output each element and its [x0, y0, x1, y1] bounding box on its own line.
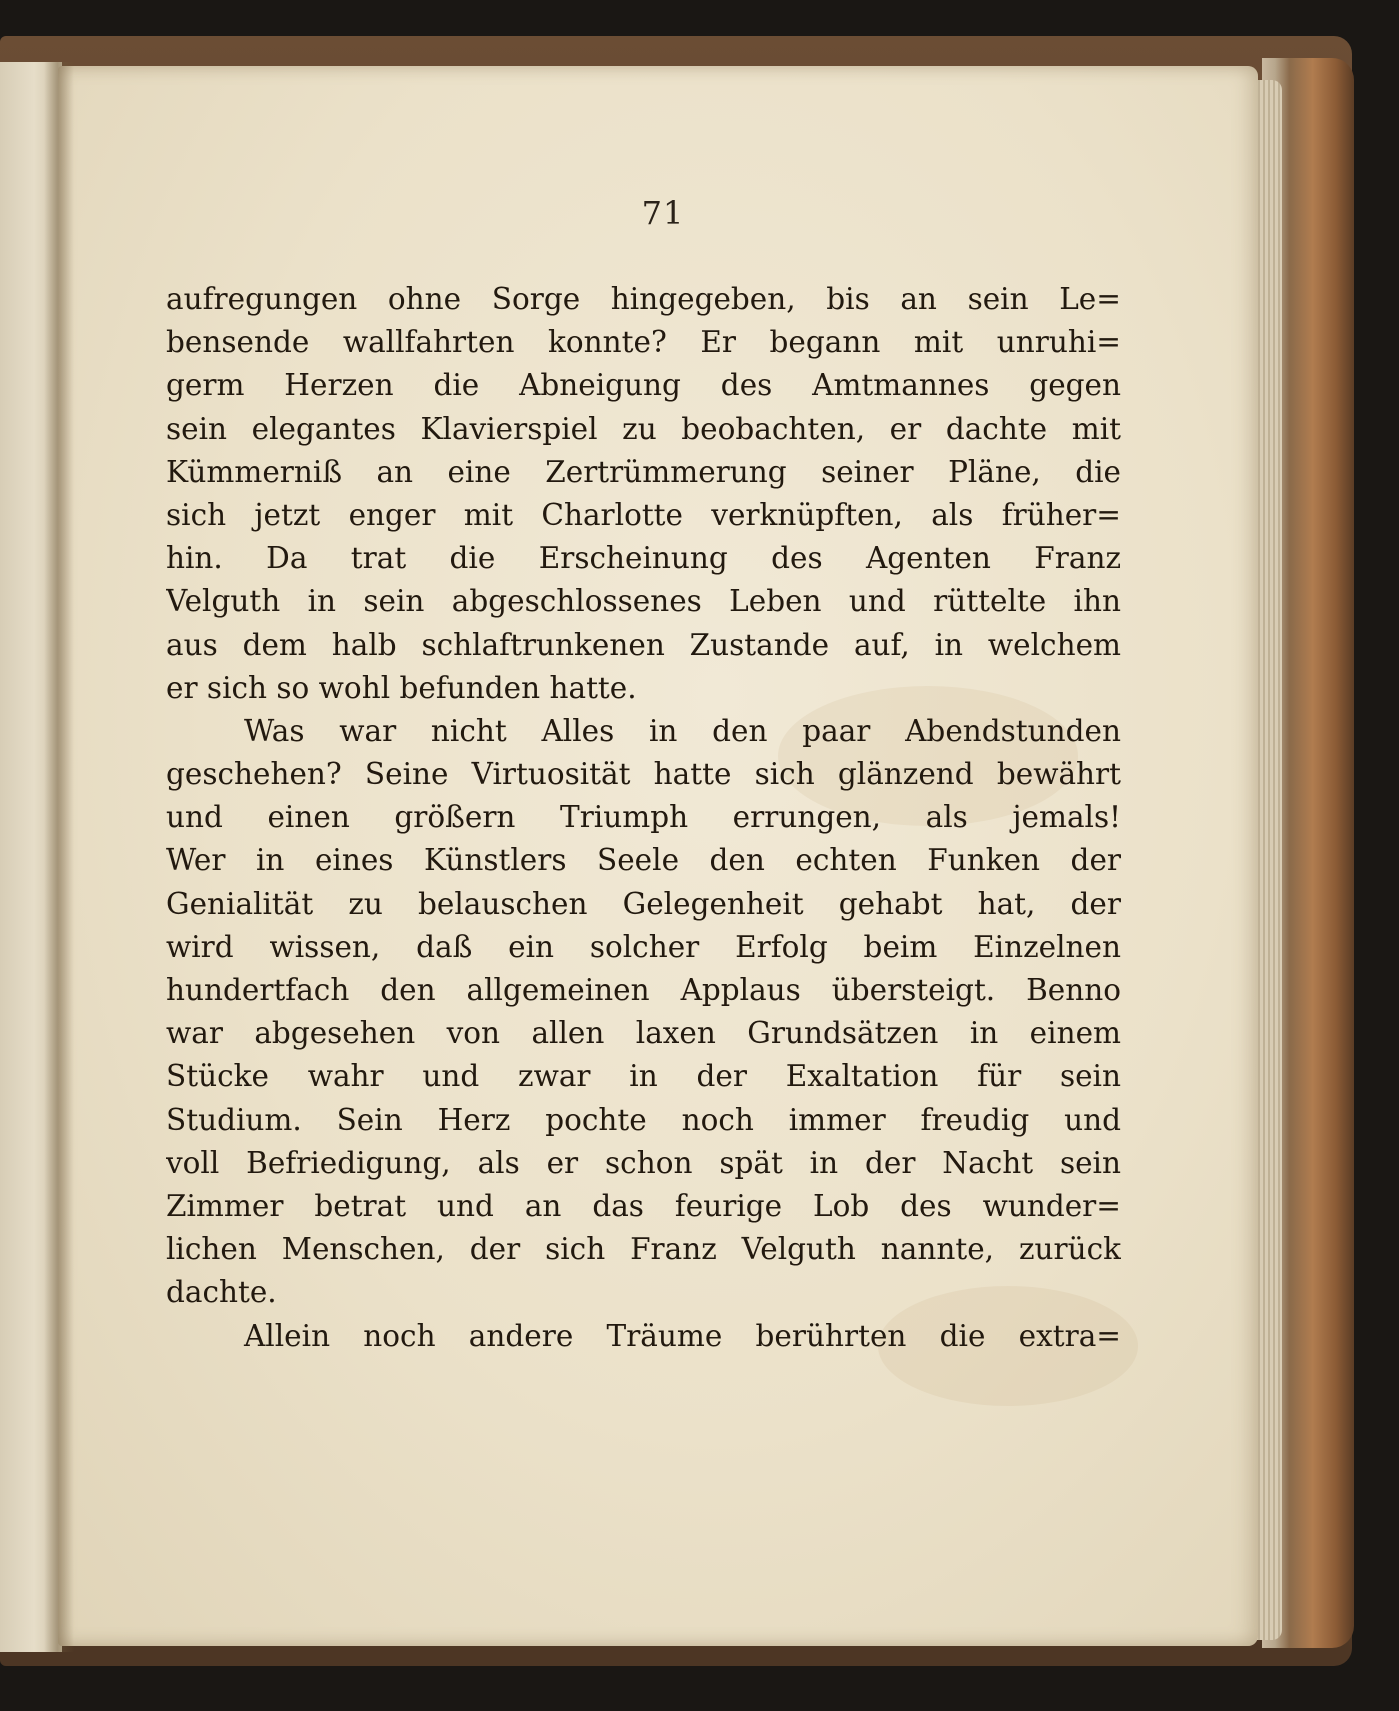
text-line: sein elegantes Klavierspiel zu beobachten, er dachte mit [166, 411, 1121, 446]
text-line: geschehen? Seine Virtuosität hatte sich glänzend bewährt [166, 757, 1121, 792]
text-line: hin. Da trat die Erscheinung des Agenten Franz [166, 541, 1121, 576]
text-line: wird wissen, daß ein solcher Erfolg beim Einzelnen [166, 929, 1121, 964]
text-line: Stücke wahr und zwar in der Exaltation für sein [166, 1059, 1121, 1094]
text-line: dachte. [166, 1275, 277, 1310]
book-gutter [44, 62, 74, 1652]
book-page [58, 66, 1258, 1646]
text-line: Genialität zu belauschen Gelegenheit gehabt hat, der [166, 886, 1121, 921]
text-line: voll Befriedigung, als er schon spät in der Nacht sein [166, 1145, 1121, 1180]
text-line: lichen Menschen, der sich Franz Velguth nannte, zurück [166, 1232, 1121, 1267]
text-line: war abgesehen von allen laxen Grundsätzen in einem [166, 1016, 1121, 1051]
text-line: Was war nicht Alles in den paar Abendstunden [244, 713, 1121, 748]
text-line: Velguth in sein abgeschlossenes Leben und rüttelte ihn [166, 584, 1121, 619]
text-line: germ Herzen die Abneigung des Amtmannes gegen [166, 368, 1121, 403]
text-line: bensende wallfahrten konnte? Er begann mit unruhi= [166, 325, 1121, 360]
text-line: aufregungen ohne Sorge hingegeben, bis an sein Le= [166, 282, 1121, 316]
text-line: hundertfach den allgemeinen Applaus übersteigt. Benno [166, 973, 1121, 1007]
text-line: und einen größern Triumph errungen, als jemals! [166, 800, 1121, 835]
text-line: er sich so wohl befunden hatte. [166, 670, 637, 705]
text-line: aus dem halb schlaftrunkenen Zustande auf, in welchem [166, 627, 1121, 662]
text-line: sich jetzt enger mit Charlotte verknüpften, als früher= [166, 497, 1121, 532]
text-line: Zimmer betrat und an das feurige Lob des wunder= [166, 1188, 1121, 1223]
text-line: Studium. Sein Herz pochte noch immer freudig und [166, 1102, 1121, 1137]
body-text [166, 278, 1121, 1358]
text-line: Allein noch andere Träume berührten die extra= [244, 1318, 1121, 1353]
page-number: 71 [641, 194, 685, 232]
text-line: Wer in eines Künstlers Seele den echten Funken der [166, 843, 1121, 878]
text-line: Kümmerniß an eine Zertrümmerung seiner Pläne, die [166, 454, 1121, 489]
